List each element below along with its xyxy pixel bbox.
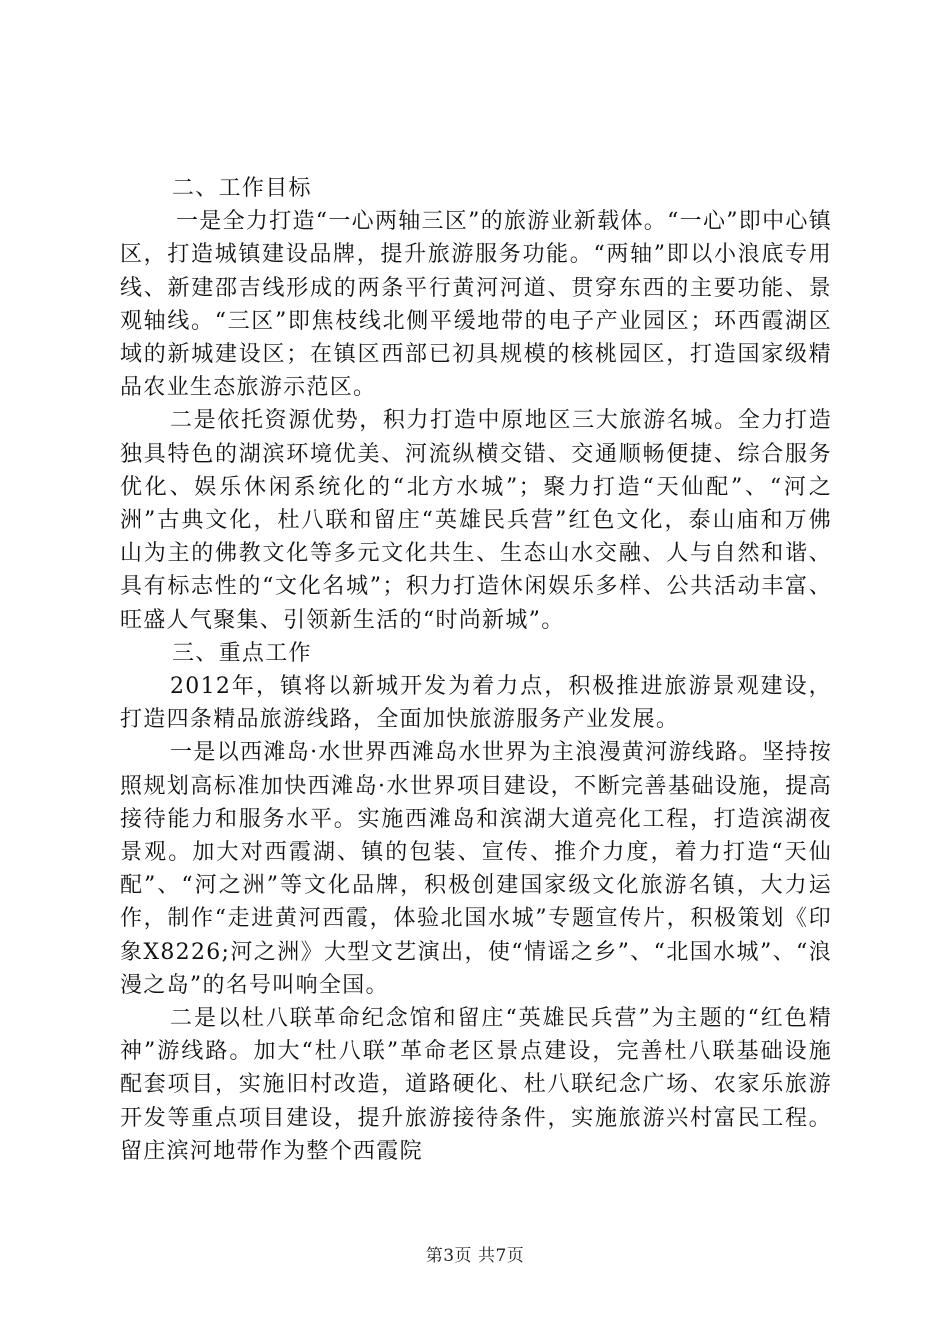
paragraph-three-cities: 二是依托资源优势，积力打造中原地区三大旅游名城。全力打造独具特色的湖滨环境优美、河流纵横交错、交通顺畅便捷、综合服务优化、娱乐休闲系统化的“北方水城”；聚力打造“天仙配”、“河之洲”古典文化，杜八联和留庄“英雄民兵营”红色文化，泰山庙和万佛山为主的佛教文化等多元文化共生、生态山水交融、人与自然和谐、具有标志性的“文化名城”；积力打造休闲娱乐多样、公共活动丰富、旺盛人气聚集、引领新生活的“时尚新城”。 — [120, 408, 832, 633]
page-number-footer: 第3页 共7页 — [425, 1246, 525, 1266]
document-body — [120, 172, 832, 1168]
paragraph-2012-plan: 2012年，镇将以新城开发为着力点，积极推进旅游景观建设，打造四条精品旅游线路，全面加快旅游服务产业发展。 — [120, 674, 832, 733]
paragraph-one-center: 一是全力打造“一心两轴三区”的旅游业新载体。“一心”即中心镇区，打造城镇建设品牌，提升旅游服务功能。“两轴”即以小浪底专用线、新建邵吉线形成的两条平行黄河河道、贯穿东西的主要功能、景观轴线。“三区”即焦枝线北侧平缓地带的电子产业园区；环西霞湖区域的新城建设区；在镇区西部已初具规模的核桃园区，打造国家级精品农业生态旅游示范区。 — [120, 209, 832, 401]
paragraph-red-spirit: 二是以杜八联革命纪念馆和留庄“英雄民兵营”为主题的“红色精神”游线路。加大“杜八联”革命老区景点建设，完善杜八联基础设施配套项目，实施旧村改造，道路硬化、杜八联纪念广场、农家乐旅游开发等重点项目建设，提升旅游接待条件，实施旅游兴村富民工程。留庄滨河地带作为整个西霞院 — [120, 1006, 832, 1164]
section-heading-key-work: 三、重点工作 — [172, 640, 312, 666]
paragraph-xitan-island: 一是以西滩岛·水世界西滩岛水世界为主浪漫黄河游线路。坚持按照规划高标准加快西滩岛·水世界项目建设，不断完善基础设施，提高接待能力和服务水平。实施西滩岛和滨湖大道亮化工程，打造滨湖夜景观。加大对西霞湖、镇的包装、宣传、推介力度，着力打造“天仙配”、“河之洲”等文化品牌，积极创建国家级文化旅游名镇，大力运作，制作“走进黄河西霞，体验北国水城”专题宣传片，积极策划《印象X8226;河之洲》大型文艺演出，使“情谣之乡”、“北国水城”、“浪漫之岛”的名号叫响全国。 — [120, 740, 832, 998]
section-heading-goals: 二、工作目标 — [172, 176, 312, 201]
